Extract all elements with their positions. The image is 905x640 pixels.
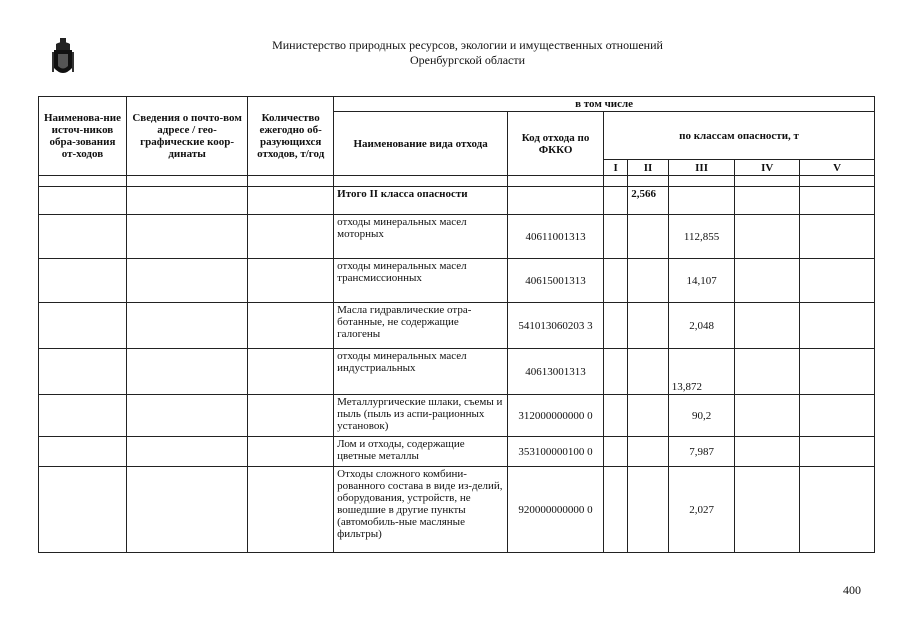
waste-name: отходы минеральных масел моторных bbox=[334, 215, 508, 259]
header-waste-name: Наименование вида отхода bbox=[334, 112, 508, 176]
header-class-3: III bbox=[668, 160, 735, 176]
waste-code: 312000000000 0 bbox=[508, 395, 604, 437]
table-row bbox=[39, 215, 875, 259]
waste-code: 920000000000 0 bbox=[508, 467, 604, 553]
waste-code: 541013060203 3 bbox=[508, 303, 604, 349]
class3-value: 112,855 bbox=[668, 215, 735, 259]
class3-value: 14,107 bbox=[668, 259, 735, 303]
waste-name: Масла гидравлические отра-ботанные, не содержащие галогены bbox=[334, 303, 508, 349]
header-address: Сведения о почто-вом адресе / гео-графические коор-динаты bbox=[126, 97, 247, 176]
header-quantity: Количество ежегодно об-разующихся отходов, т/год bbox=[248, 97, 334, 176]
waste-code: 40611001313 bbox=[508, 215, 604, 259]
total-row bbox=[39, 187, 875, 215]
waste-name: отходы минеральных масел индустриальных bbox=[334, 349, 508, 395]
waste-code: 40613001313 bbox=[508, 349, 604, 395]
class3-value: 2,048 bbox=[668, 303, 735, 349]
table-row bbox=[39, 259, 875, 303]
header-fkko-code: Код отхода по ФККО bbox=[508, 112, 604, 176]
header-class-5: V bbox=[800, 160, 875, 176]
waste-name: Металлургические шлаки, съемы и пыль (пыль из аспи-рационных установок) bbox=[334, 395, 508, 437]
total-class2-value: 2,566 bbox=[628, 187, 668, 215]
class3-value: 7,987 bbox=[668, 437, 735, 467]
spacer-row bbox=[39, 176, 875, 187]
table-row bbox=[39, 467, 875, 553]
table-row bbox=[39, 437, 875, 467]
ministry-title: Министерство природных ресурсов, экологии и имущественных отношений bbox=[272, 38, 663, 52]
header-by-class: по классам опасности, т bbox=[604, 112, 875, 160]
waste-name: Лом и отходы, содержащие цветные металлы bbox=[334, 437, 508, 467]
header-source: Наименова-ние источ-ников обра-зования от-ходов bbox=[39, 97, 127, 176]
total-label: Итого II класса опасности bbox=[334, 187, 508, 215]
waste-name: отходы минеральных масел трансмиссионных bbox=[334, 259, 508, 303]
header-class-1: I bbox=[604, 160, 628, 176]
ministry-header bbox=[0, 38, 905, 68]
class3-value: 90,2 bbox=[668, 395, 735, 437]
ministry-region: Оренбургской области bbox=[409, 53, 526, 67]
header-class-2: II bbox=[628, 160, 668, 176]
waste-code: 353100000100 0 bbox=[508, 437, 604, 467]
class3-value: 2,027 bbox=[668, 467, 735, 553]
page-number: 400 bbox=[843, 583, 861, 597]
header-class-4: IV bbox=[735, 160, 800, 176]
class3-value: 13,872 bbox=[668, 349, 735, 395]
waste-code: 40615001313 bbox=[508, 259, 604, 303]
table-row bbox=[39, 349, 875, 395]
waste-table bbox=[38, 96, 875, 553]
table-row bbox=[39, 303, 875, 349]
table-row bbox=[39, 395, 875, 437]
waste-name: Отходы сложного комбини-рованного состава в виде из-делий, оборудования, устройств, не вошедшие в другие пункты (автомобиль-ные масляные фильтры) bbox=[334, 467, 508, 553]
header-including: в том числе bbox=[334, 97, 875, 112]
